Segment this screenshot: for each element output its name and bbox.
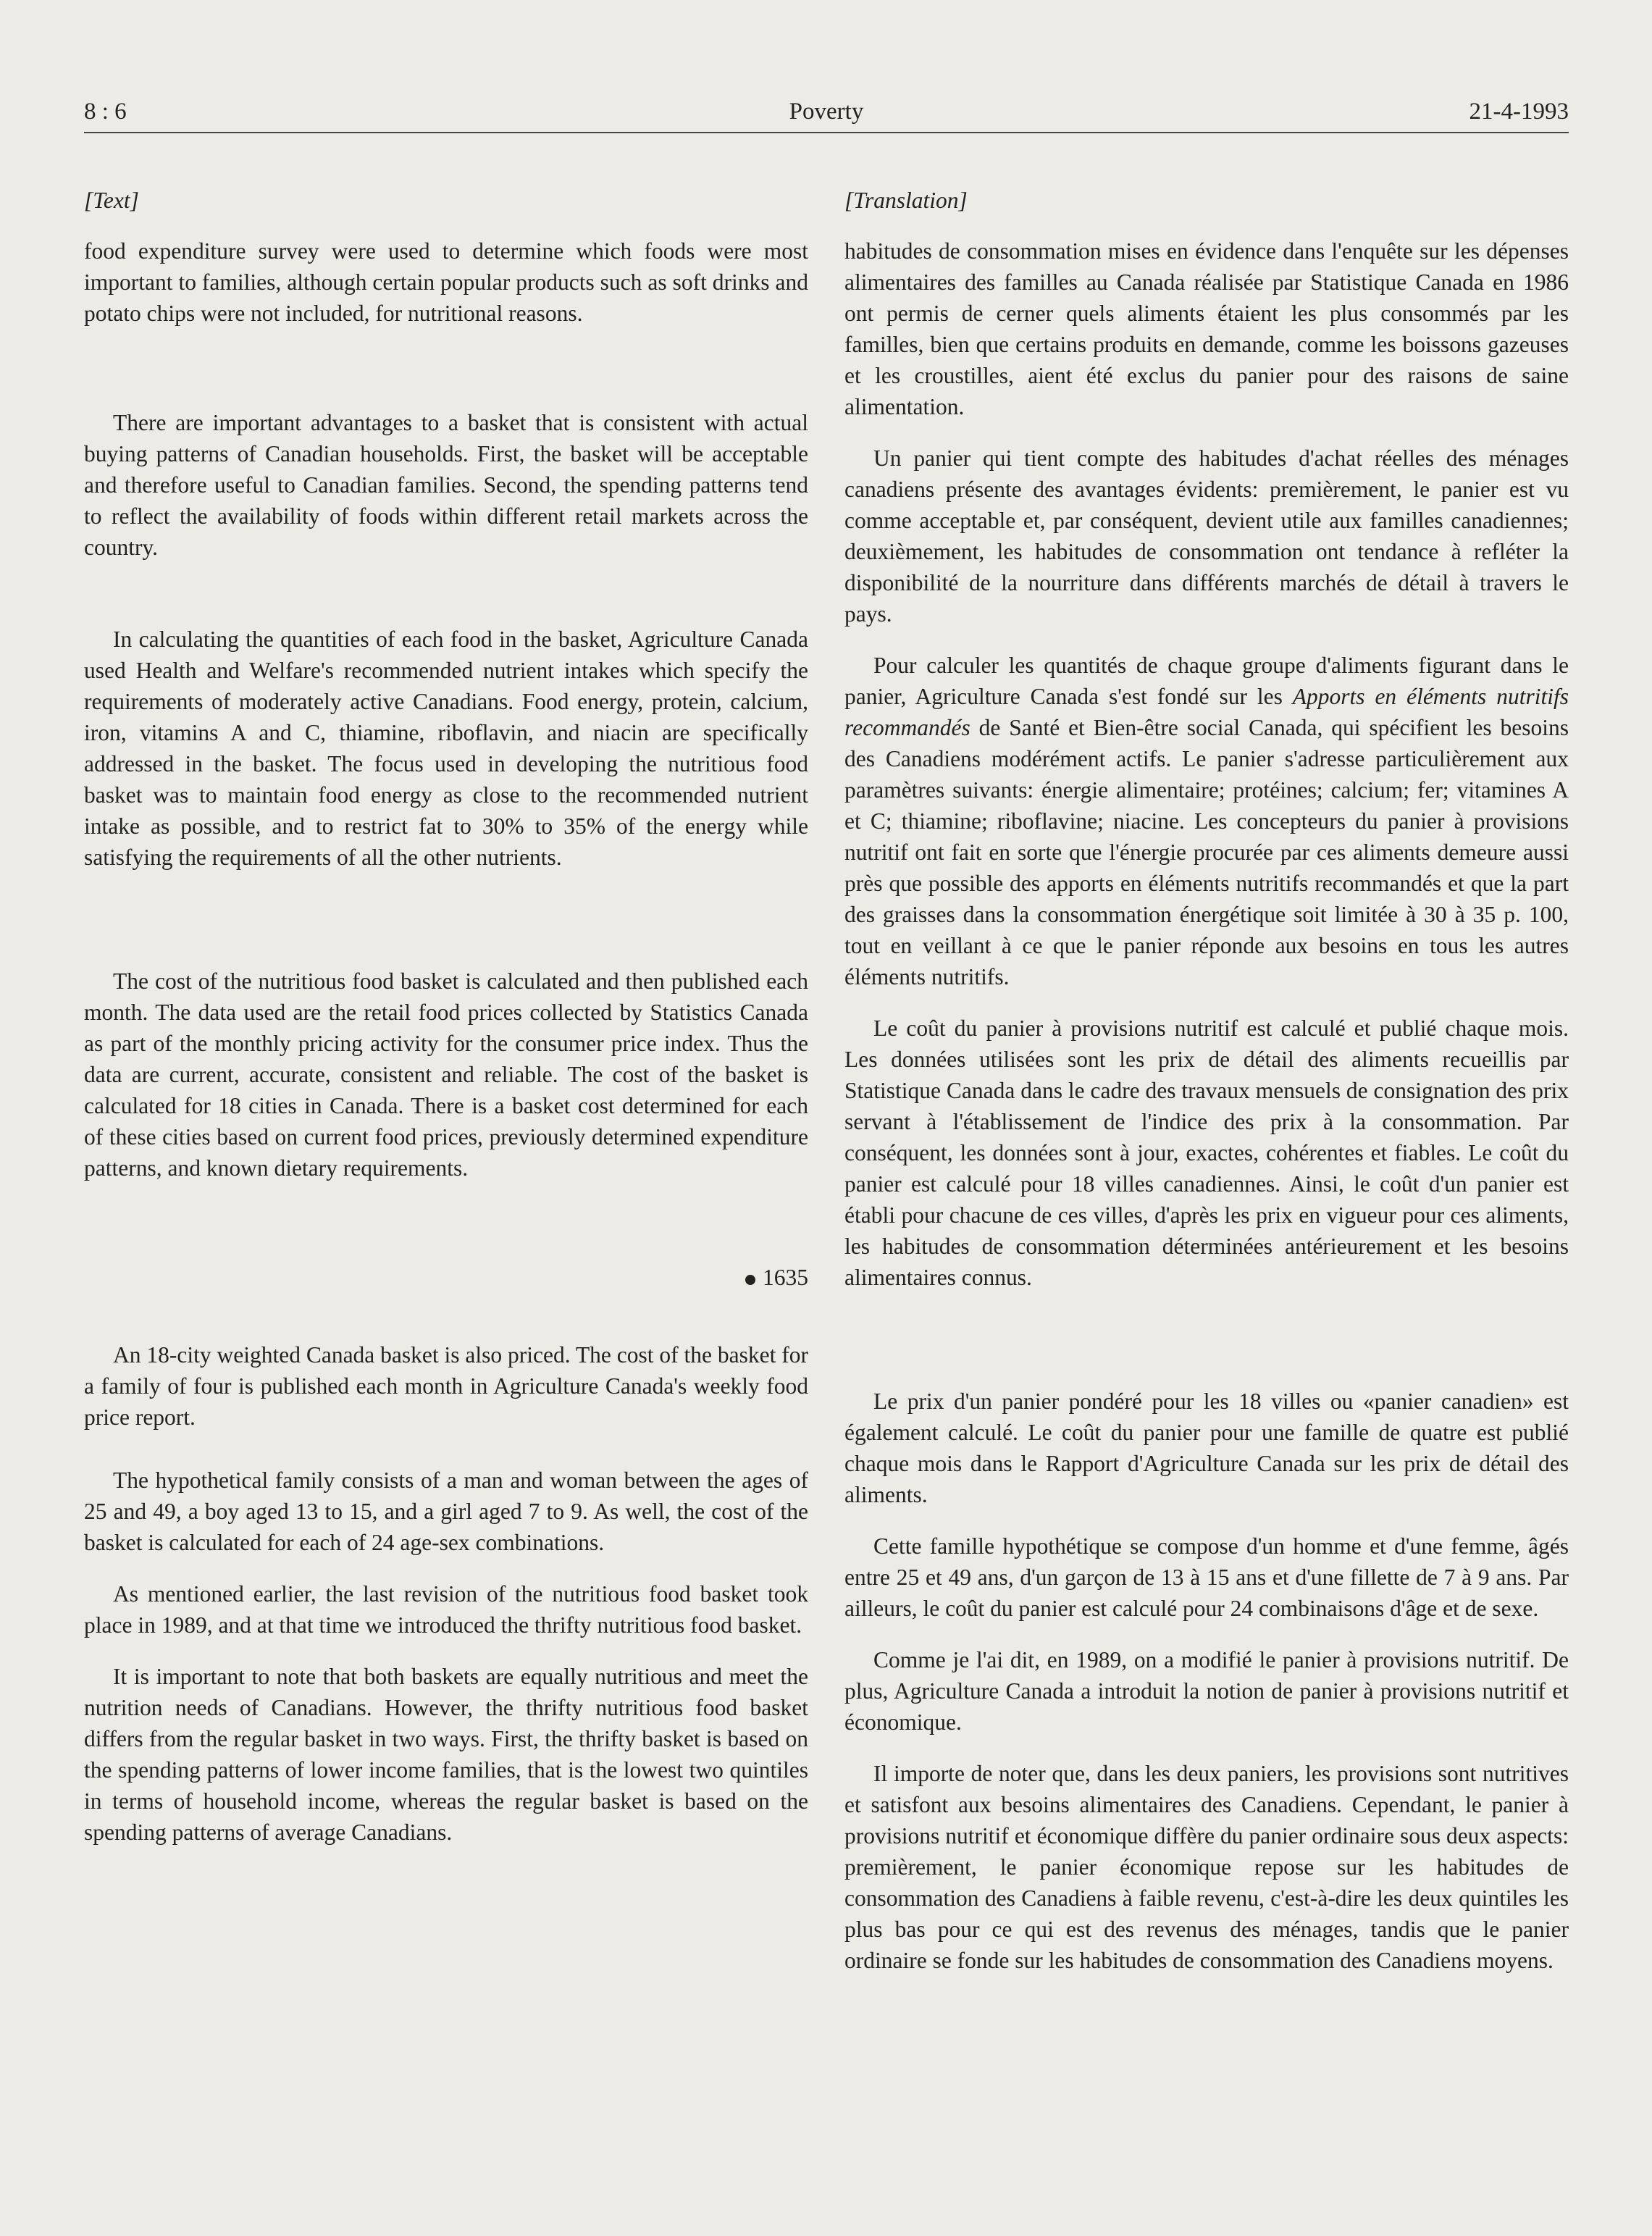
paragraph: The hypothetical family consists of a man and woman between the ages of 25 and 49, a boy aged 13 to 15, and a girl aged 7 to 9. As well, the cost of the basket is calculated for each of 24 age-sex combinations. [84,1467,808,1555]
translation-label: [Translation] [844,188,968,213]
paragraph: Le prix d'un panier pondéré pour les 18 villes ou «panier canadien» est également calculé. Le coût du panier pour une famille de quatre est publié chaque mois dans le Rapport d'Agriculture Canada sur les prix de détail des aliments. [844,1389,1569,1507]
text-label: [Text] [84,188,139,213]
page-number: 8 : 6 [84,99,127,125]
paragraph: Un panier qui tient compte des habitudes d'achat réelles des ménages canadiens présente des avantages évidents: premièrement, le panier est vu comme acceptable et, par conséquent, devient utile aux familles canadiennes; deuxièmement, les habitudes de consommation ont tendance à refléter la disponibilité de la nourriture dans différents marchés de détail à travers le pays. [844,445,1569,627]
paragraph: In calculating the quantities of each food in the basket, Agriculture Canada used Health and Welfare's recommended nutrient intakes which specify the requirements of moderately active Canadians. Food energy, protein, calcium, iron, vitamins A and C, thiamine, riboflavin, and niacin are specifically addressed in the basket. The focus used in developing the nutritious food basket was to maintain food energy as close to the recommended nutrient intake as possible, and to restrict fat to 30% to 35% of the energy while satisfying the requirements of all the other nutrients. [84,627,808,870]
italic-title: Apports en éléments nutritifs recommandés [844,684,1569,740]
paragraph: There are important advantages to a basket that is consistent with actual buying patterns of Canadian households. First, the basket will be acceptable and therefore useful to Canadian families. Second, the spending patterns tend to reflect the availability of foods within different retail markets across the country. [84,410,808,560]
running-header [84,93,1569,133]
header-date: 21-4-1993 [1469,99,1569,125]
paragraph: An 18-city weighted Canada basket is also priced. The cost of the basket for a family of four is published each month in Agriculture Canada's weekly food price report. [84,1342,808,1430]
paragraph: As mentioned earlier, the last revision of the nutritious food basket took place in 1989, and at that time we introduced the thrifty nutritious food basket. [84,1581,808,1638]
header-title: Poverty [789,99,864,125]
english-column [84,185,808,1848]
paragraph: It is important to note that both baskets are equally nutritious and meet the nutrition needs of Canadians. However, the thrifty nutritious food basket differs from the regular basket in two ways. First, the thrifty basket is based on the spending patterns of lower income families, that is the lowest two quintiles in terms of household income, whereas the regular basket is based on the spending patterns of average Canadians. [84,1664,808,1845]
paragraph-text: Pour calculer les quantités de chaque groupe d'aliments figurant dans le panier, Agriculture Canada s'est fondé sur les [844,653,1569,709]
paragraph: Comme je l'ai dit, en 1989, on a modifié le panier à provisions nutritif. De plus, Agriculture Canada a introduit la notion de panier à provisions nutritif et économique. [844,1647,1569,1735]
french-column [844,185,1569,1976]
paragraph: The cost of the nutritious food basket is calculated and then published each month. The data used are the retail food prices collected by Statistics Canada as part of the monthly pricing activity for the consumer price index. Thus the data are current, accurate, consistent and reliable. The cost of the basket is calculated for 18 cities in Canada. There is a basket cost determined for each of these cities based on current food prices, previously determined expenditure patterns, and known dietary requirements. [84,968,808,1181]
paragraph: Le coût du panier à provisions nutritif est calculé et publié chaque mois. Les données utilisées sont les prix de détail des aliments recueillis par Statistique Canada dans le cadre des travaux mensuels de consignation des prix servant à l'établissement de l'indice des prix à la consommation. Par conséquent, les données sont à jour, exactes, cohérentes et fiables. Le coût du panier est calculé pour 18 villes canadiennes. Ainsi, le coût d'un panier est établi pour chacune de ces villes, d'après les prix en vigueur pour ces aliments, les habitudes de consommation déterminées antérieurement et les besoins alimentaires connus. [844,1016,1569,1290]
paragraph [844,650,1569,992]
bullet-icon [745,1275,755,1285]
paragraph: habitudes de consommation mises en évidence dans l'enquête sur les dépenses alimentaires des familles au Canada réalisée par Statistique Canada en 1986 ont permis de cerner quels aliments étaient les plus consommés par les familles, bien que certains produits en demande, comme les boissons gazeuses et les croustilles, aient été exclus du panier pour des raisons de saine alimentation. [844,238,1569,419]
paragraph-text: de Santé et Bien-être social Canada, qui spécifient les besoins des Canadiens modérément actifs. Le panier s'adresse particulièrement aux paramètres suivants: énergie alimentaire; protéines; calcium; fer; vitamines A et C; thiamine; riboflavine; niacine. Les concepteurs du panier à provisions nutritif ont fait en sorte que l'énergie procurée par ces aliments demeure aussi près que possible des apports en éléments nutritifs recommandés et que la part des graisses dans la consommation énergétique soit limitée à 30 à 35 p. 100, tout en veillant à ce que le panier réponde aux besoins en tous les autres éléments nutritifs. [844,715,1569,989]
paragraph: food expenditure survey were used to determine which foods were most important to families, although certain popular products such as soft drinks and potato chips were not included, for nutritional reasons. [84,238,808,326]
time-marker-text: 1635 [763,1265,808,1290]
time-marker [84,1262,808,1293]
paragraph: Cette famille hypothétique se compose d'un homme et d'une femme, âgés entre 25 et 49 ans, d'un garçon de 13 à 15 ans et d'une fillette de 7 à 9 ans. Par ailleurs, le coût du panier est calculé pour 24 combinaisons d'âge et de sexe. [844,1533,1569,1621]
paragraph: Il importe de noter que, dans les deux paniers, les provisions sont nutritives et satisfont aux besoins alimentaires des Canadiens. Cependant, le panier à provisions nutritif et économique diffère du panier ordinaire sous deux aspects: premièrement, le panier économique repose sur les habitudes de consommation des Canadiens à faible revenu, c'est-à-dire les deux quintiles les plus bas pour ce qui est des revenus des ménages, tandis que le panier ordinaire se fonde sur les habitudes de consommation des Canadiens moyens. [844,1761,1569,1973]
